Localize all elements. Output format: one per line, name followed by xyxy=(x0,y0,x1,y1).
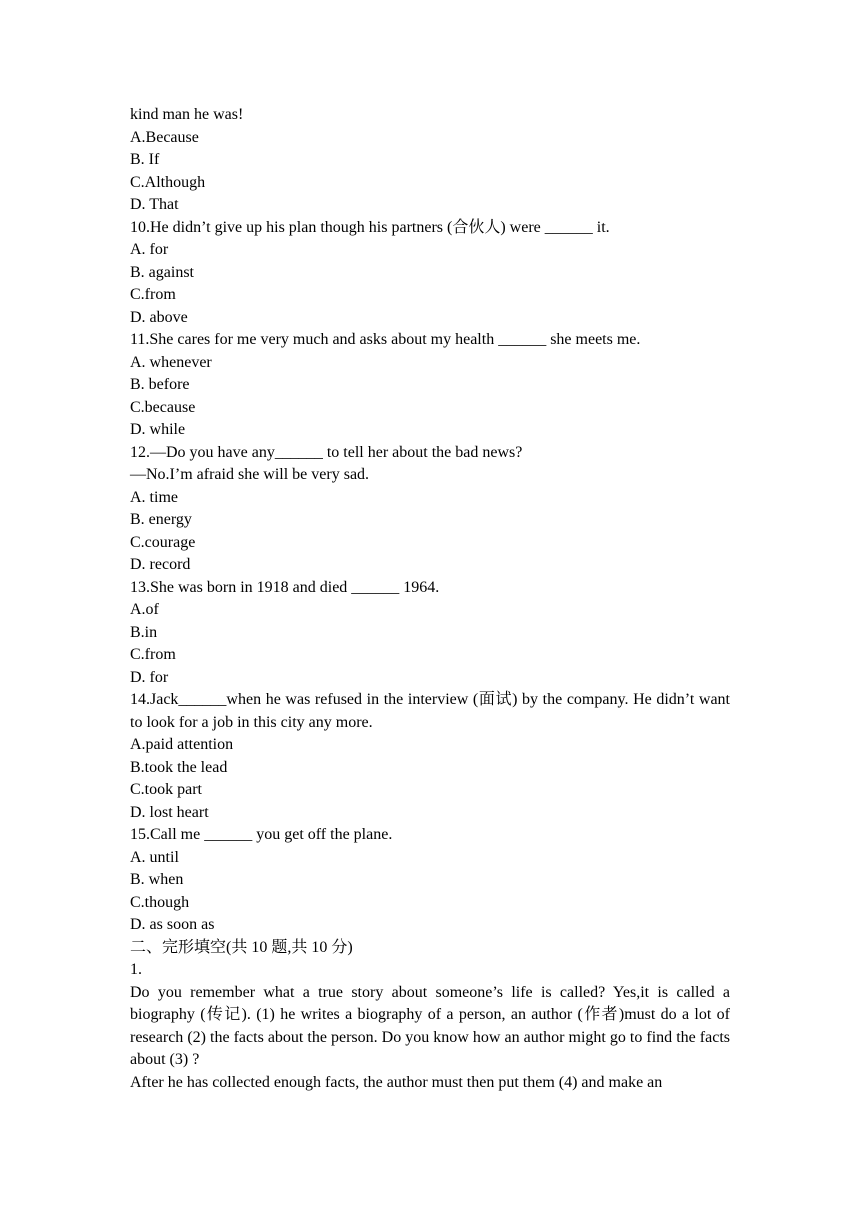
text-line: —No.I’m afraid she will be very sad. xyxy=(130,466,370,483)
text-line: A. for xyxy=(130,241,169,258)
document-page xyxy=(130,104,730,1094)
text-line: D. above xyxy=(130,308,188,326)
text-line: 11.She cares for me very much and asks about my health ______ she meets me. xyxy=(130,331,641,348)
question-14-stem: 14.Jack______when he was refused in the interview (面试) by the company. He didn’t want to look for a job in this city any more. xyxy=(130,691,730,731)
text-line: B. against xyxy=(130,263,194,281)
text-line: 13.She was born in 1918 and died ______ 1964. xyxy=(130,578,440,596)
text-line: C.Although xyxy=(130,173,206,191)
text-line: C.courage xyxy=(130,533,196,551)
text-line: B. If xyxy=(130,151,160,168)
text-line: A.Because xyxy=(130,128,199,146)
text-line: D. record xyxy=(130,556,191,573)
question-block-14-15-and-section-heading xyxy=(130,734,730,982)
cloze-passage-paragraph-1: Do you remember what a true story about someone’s life is called? Yes,it is called a biography (传记). (1) he writes a biography of a person, an author (作者)must do a lot of research (2) the facts about the person. Do you know how an author might go to find the facts about (3) ? xyxy=(130,983,730,1068)
text-line: 10.He didn’t give up his plan though his partners (合伙人) were ______ it. xyxy=(130,218,610,236)
text-line: D. for xyxy=(130,668,169,686)
text-line: C.from xyxy=(130,286,176,303)
text-line: 12.—Do you have any______ to tell her about the bad news? xyxy=(130,443,523,461)
text-line: 1. xyxy=(130,961,142,978)
text-line: B. when xyxy=(130,871,184,888)
text-line: A.paid attention xyxy=(130,736,234,753)
text-line: C.took part xyxy=(130,781,202,798)
text-line: C.from xyxy=(130,646,176,663)
text-line: B. before xyxy=(130,376,190,393)
cloze-passage-paragraph-2: After he has collected enough facts, the author must then put them (4) and make an xyxy=(130,1073,663,1091)
text-line: D. while xyxy=(130,421,186,438)
text-line: C.though xyxy=(130,893,190,911)
text-line: 15.Call me ______ you get off the plane. xyxy=(130,826,393,843)
text-line: C.because xyxy=(130,398,196,416)
text-line: B. energy xyxy=(130,511,192,528)
text-line: A. whenever xyxy=(130,353,212,371)
text-line: kind man he was! xyxy=(130,106,244,123)
text-line: B.in xyxy=(130,623,158,641)
text-line: 二、完形填空(共 10 题,共 10 分) xyxy=(130,938,353,956)
text-line: D. as soon as xyxy=(130,916,215,933)
question-block-9-13 xyxy=(130,104,730,689)
text-line: B.took the lead xyxy=(130,758,228,776)
text-line: A. time xyxy=(130,488,178,506)
text-line: A. until xyxy=(130,848,179,866)
text-line: D. lost heart xyxy=(130,803,209,821)
text-line: D. That xyxy=(130,196,179,213)
text-line: A.of xyxy=(130,601,159,618)
